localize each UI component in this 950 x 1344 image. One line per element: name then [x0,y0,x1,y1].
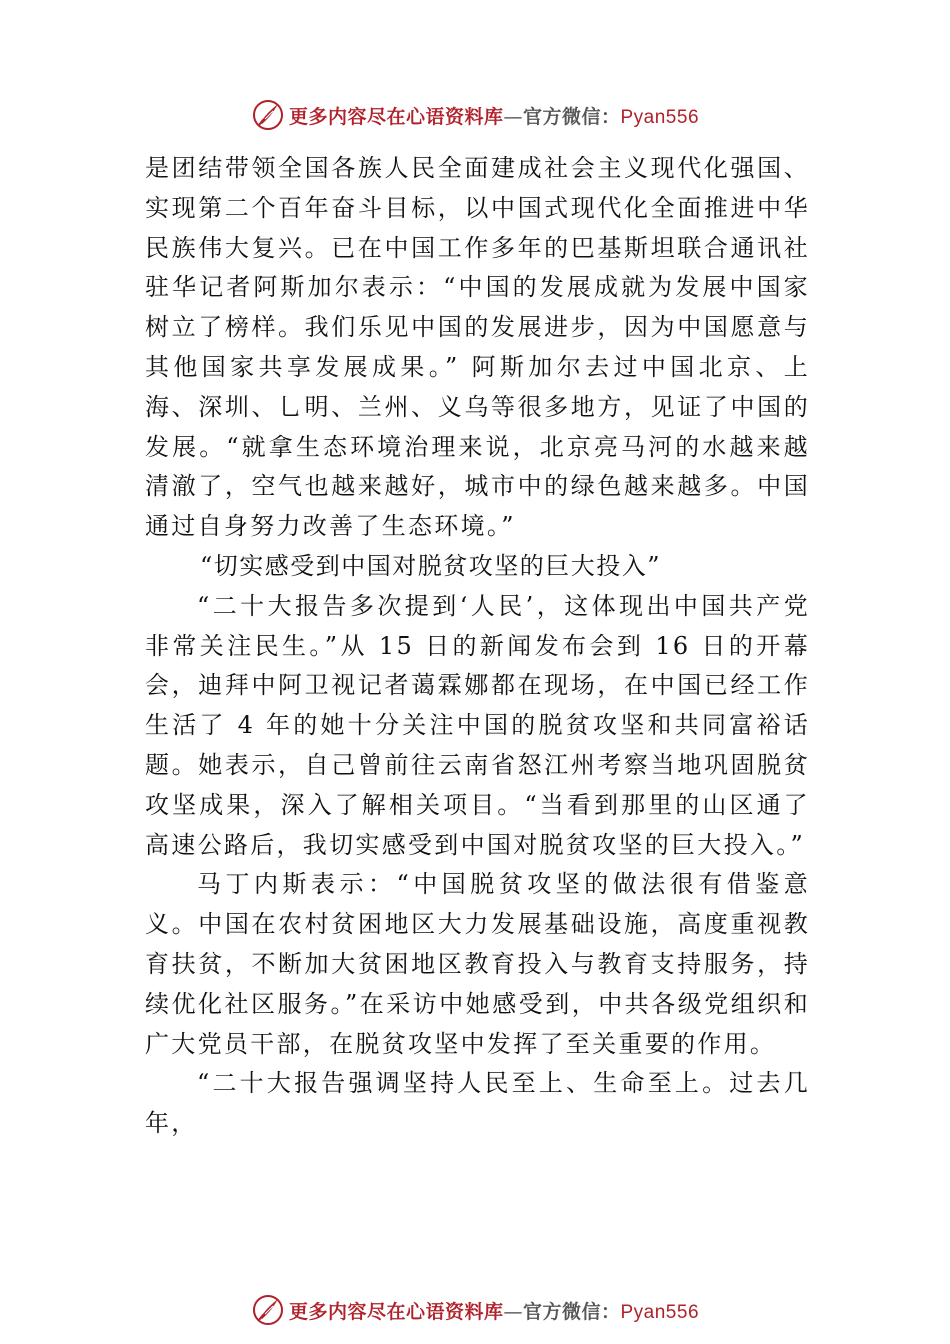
header-banner [0,95,950,135]
paragraph-4: “二十大报告强调坚持人民至上、生命至上。过去几年， [145,1069,810,1138]
paragraph-2: “二十大报告多次提到‘人民’，这体现出中国共产党非常关注民生。”从 15 日的新闻发布会到 16 日的开幕会，迪拜中阿卫视记者蔼霖娜都在现场，在中国已经工作生活了 4 年的她十分关注中国的脱贫攻坚和共同富裕话题。她表示，自己曾前往云南省怒江州考察当地巩固脱贫攻坚成果，深入了解相关项目。“当看到那里的山区通了高速公路后，我切实感受到中国对脱贫攻坚的巨大投入。” [145,591,810,859]
banner-brand-text: 更多内容尽在心语资料库 [288,1300,504,1323]
quill-seal-logo-icon [251,98,285,132]
banner-wechat-id: Pyan556 [620,106,700,128]
footer-banner [0,1290,950,1330]
document-body [145,149,810,1144]
quill-seal-logo-icon [251,1293,285,1327]
banner-separator: — [503,1300,523,1323]
banner-official-label: 官方微信： [522,105,621,128]
paragraph-1: 是团结带领全国各族人民全面建成社会主义现代化强国、实现第二个百年奋斗目标，以中国式现代化全面推进中华民族伟大复兴。已在中国工作多年的巴基斯坦联合通讯社驻华记者阿斯加尔表示：“中国的发展成就为发展中国家树立了榜样。我们乐见中国的发展进步，因为中国愿意与其他国家共享发展成果。” 阿斯加尔去过中国北京、上海、深圳、⺃明、兰州、义乌等很多地方，见证了中国的发展。“就拿生态环境治理来说，北京亮马河的水越来越清澈了，空气也越来越好，城市中的绿色越来越多。中国通过自身努力改善了生态环境。” [145,154,810,541]
banner-brand-text: 更多内容尽在心语资料库 [288,105,504,128]
paragraph-3: 马丁内斯表示：“中国脱贫攻坚的做法很有借鉴意义。中国在农村贫困地区大力发展基础设施，高度重视教育扶贫，不断加大贫困地区教育投入与教育支持服务，持续优化社区服务。”在采访中她感受到，中共各级党组织和广大党员干部，在脱贫攻坚中发挥了至关重要的作用。 [145,870,810,1058]
banner-wechat-id: Pyan556 [620,1301,700,1323]
banner-separator: — [503,105,523,128]
banner-official-label: 官方微信： [522,1300,621,1323]
section-subtitle: “切实感受到中国对脱贫攻坚的巨大投入” [200,551,662,580]
